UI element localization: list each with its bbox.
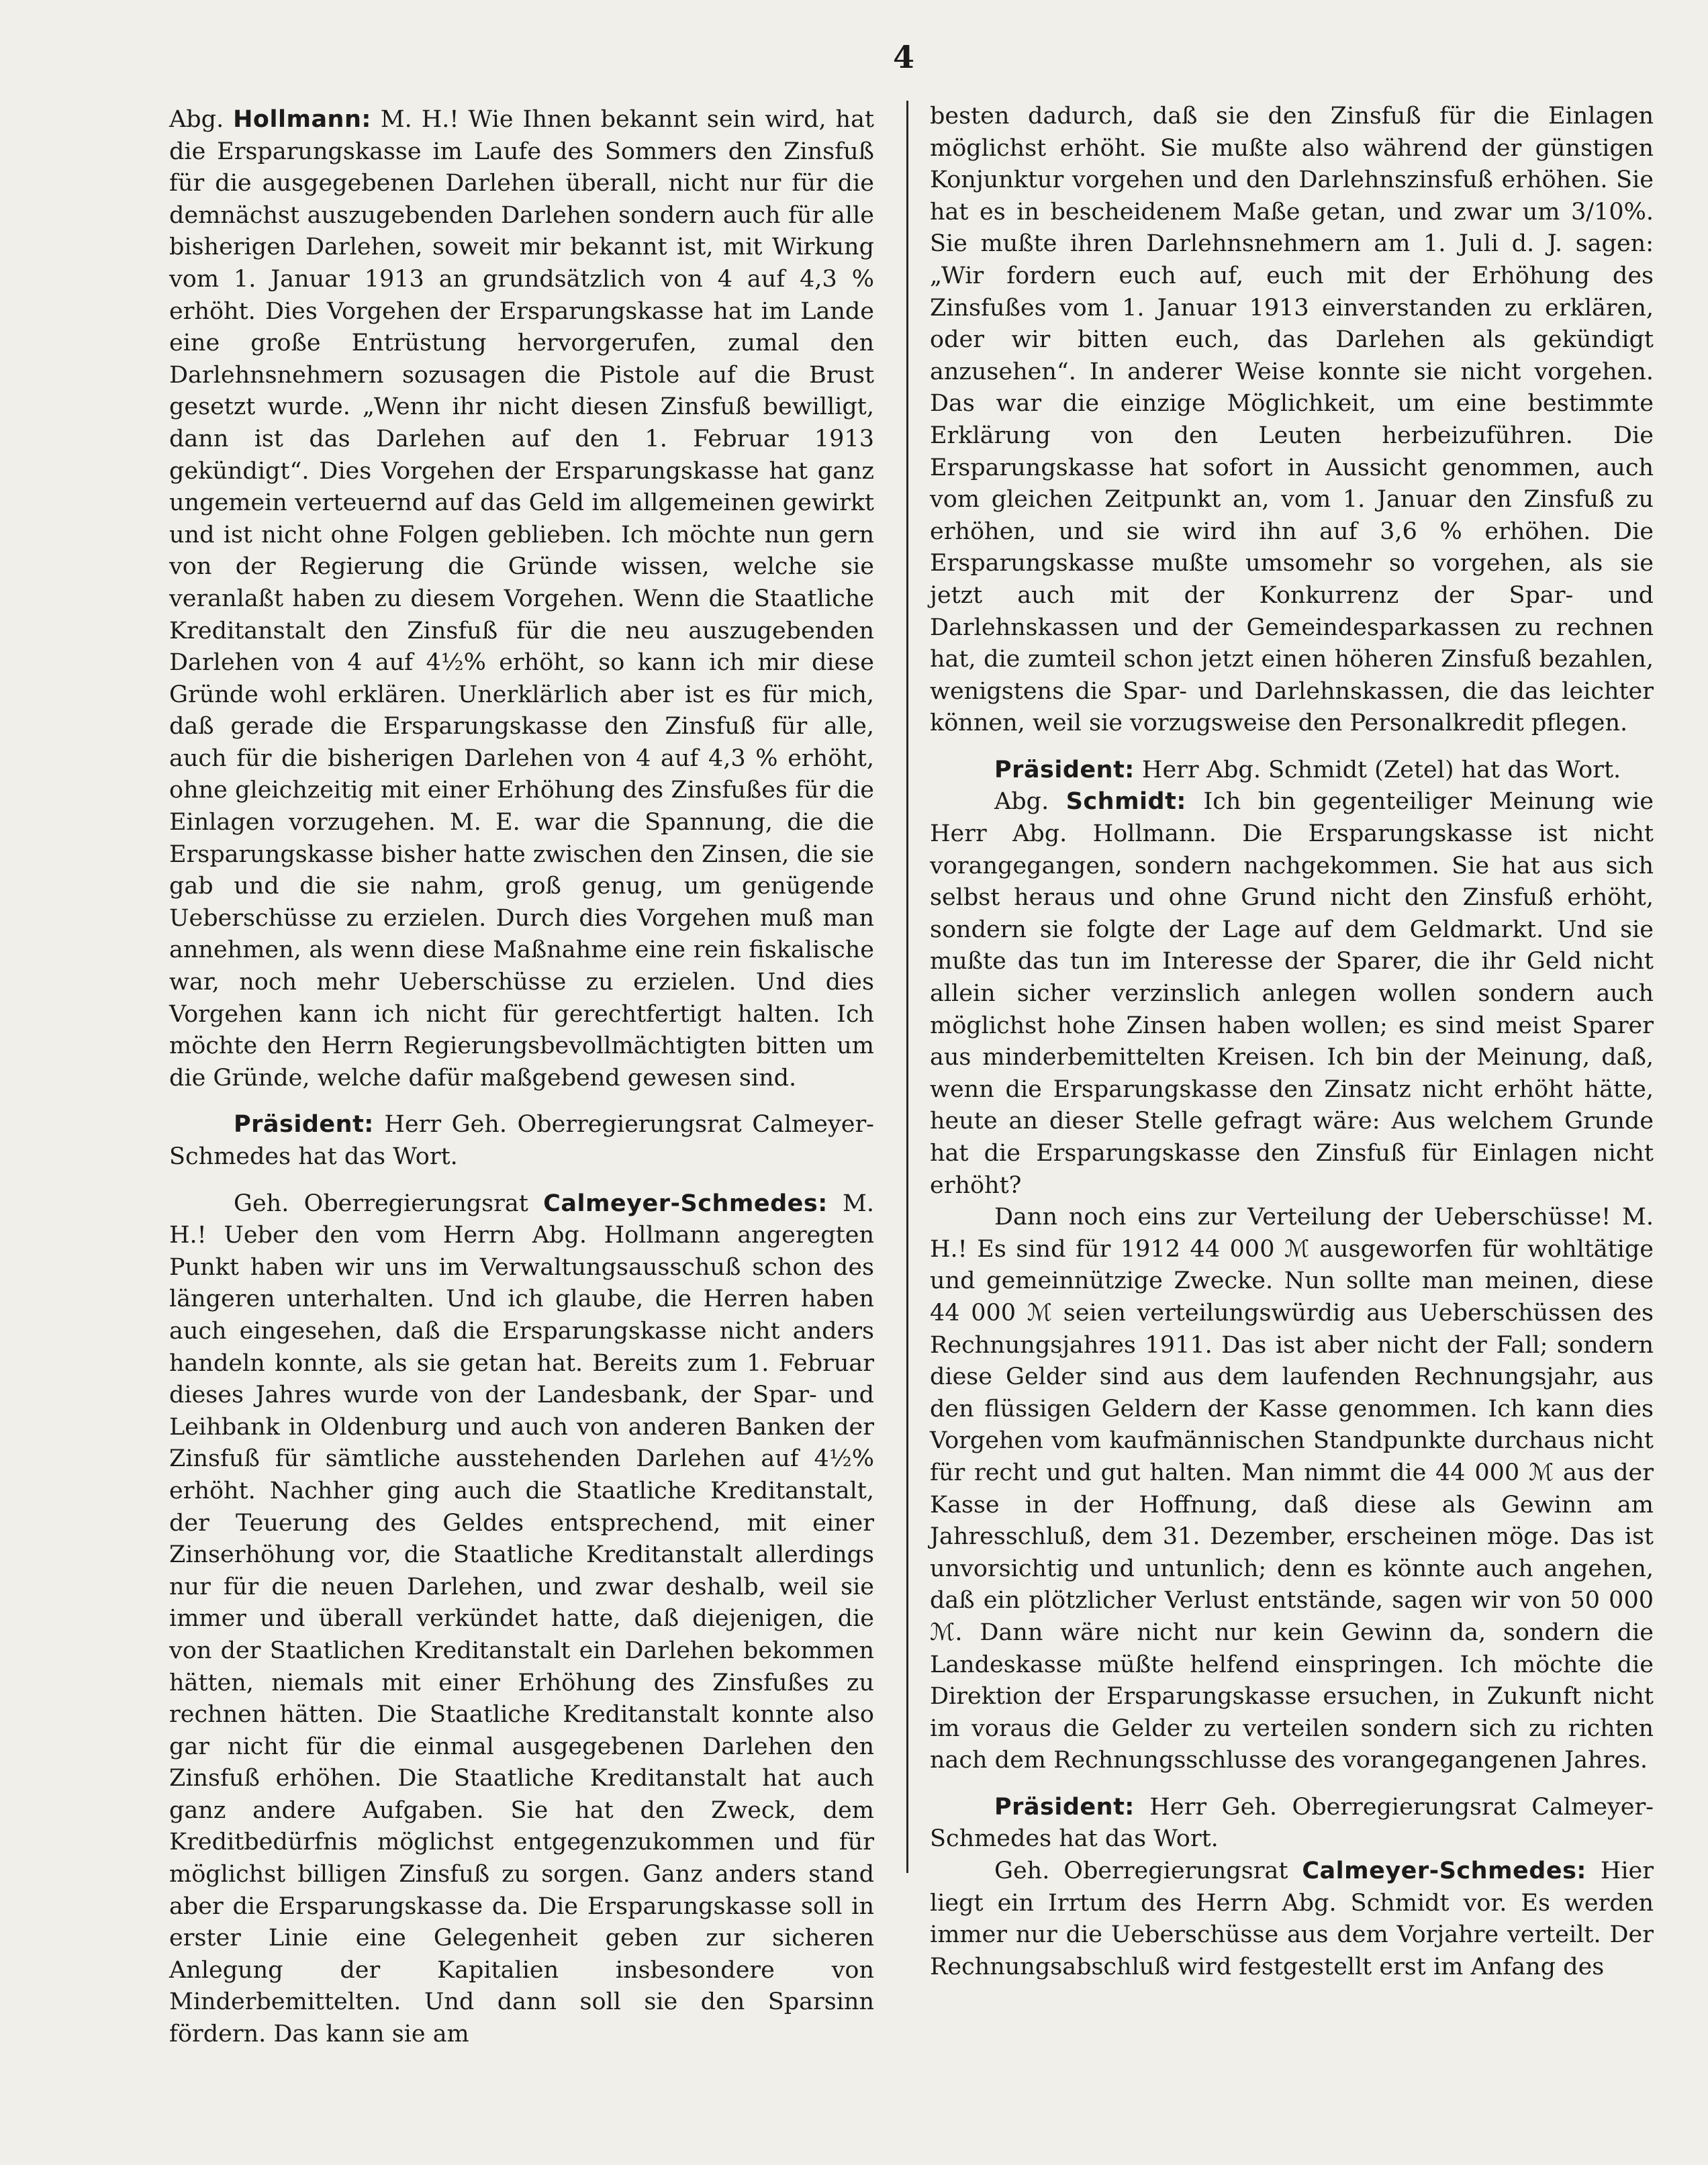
right-column bbox=[930, 101, 1654, 1983]
paragraph-text: Hier liegt ein Irrtum des Herrn Abg. Schmidt vor. Es werden immer nur die Ueberschüsse aus dem Vorjahre verteilt. Der Rechnungsabschluß wird festgestellt erst im Anfang des bbox=[930, 1858, 1654, 1980]
speaker-name: Calmeyer-Schmedes: bbox=[1302, 1858, 1586, 1885]
paragraph-text: Herr Abg. Schmidt (Zetel) hat das Wort. bbox=[1134, 756, 1621, 783]
speaker-name: Calmeyer-Schmedes: bbox=[543, 1190, 828, 1217]
speaker-prefix: Abg. bbox=[994, 788, 1066, 816]
paragraph-text: Dann noch eins zur Verteilung der Ueberschüsse! M. H.! Es sind für 1912 44 000 ℳ ausgeworfen für wohltätige und gemeinnützige Zwecke. Nun sollte man meinen, diese 44 000 ℳ seien verteilungswürdig aus Ueberschüssen des Rechnungsjahres 1911. Das ist aber nicht der Fall; sondern diese Gelder sind aus dem laufenden Rechnungsjahr, aus den flüssigen Geldern der Kasse genommen. Ich kann dies Vorgehen vom kaufmännischen Standpunkte durchaus nicht für recht und gut halten. Man nimmt die 44 000 ℳ aus der Kasse in der Hoffnung, daß diese als Gewinn am Jahresschluß, dem 31. Dezember, erscheinen möge. Das ist unvorsichtig und untunlich; denn es könnte auch angehen, daß ein plötzlicher Verlust entstände, sagen wir von 50 000 ℳ. Dann wäre nicht nur kein Gewinn da, sondern die Landeskasse müßte helfend einspringen. Ich möchte die Direktion der Ersparungskasse ersuchen, in Zukunft nicht im voraus die Gelder zu verteilen sondern sich zu richten nach dem Rechnungsschlusse des vorangegangenen Jahres. bbox=[930, 1204, 1654, 1774]
speaker-name: Präsident: bbox=[234, 1111, 374, 1139]
speaker-name: Präsident: bbox=[994, 1793, 1135, 1821]
paragraph-hollmann bbox=[169, 104, 874, 1094]
paragraph-continuation bbox=[930, 101, 1654, 740]
speaker-name: Präsident: bbox=[994, 756, 1135, 783]
speaker-prefix: Abg. bbox=[169, 106, 234, 133]
paragraph-calmeyer-1 bbox=[169, 1188, 874, 2051]
speaker-prefix: Geh. Oberregierungsrat bbox=[994, 1858, 1302, 1885]
paragraph-schmidt-cont bbox=[930, 1202, 1654, 1777]
speaker-name: Schmidt: bbox=[1065, 788, 1186, 816]
paragraph-text: M. H.! Wie Ihnen bekannt sein wird, hat die Ersparungskasse im Laufe des Sommers den Zinsfuß für die ausgegebenen Darlehen überall, nicht nur für die demnächst auszugebenden Darlehen sondern auch für alle bisherigen Darlehen, soweit mir bekannt ist, mit Wirkung vom 1. Januar 1913 an grundsätzlich von 4 auf 4,3 % erhöht. Dies Vorgehen der Ersparungskasse hat im Lande eine große Entrüstung hervorgerufen, zumal den Darlehnsnehmern sozusagen die Pistole auf die Brust gesetzt wurde. „Wenn ihr nicht diesen Zinsfuß bewilligt, dann ist das Darlehen auf den 1. Februar 1913 gekündigt“. Dies Vorgehen der Ersparungskasse hat ganz ungemein verteuernd auf das Geld im allgemeinen gewirkt und ist nicht ohne Folgen geblieben. Ich möchte nun gern von der Regierung die Gründe wissen, welche sie veranlaßt haben zu diesem Vorgehen. Wenn die Staatliche Kreditanstalt den Zinsfuß für die neu auszugebenden Darlehen von 4 auf 4½% erhöht, so kann ich mir diese Gründe wohl erklären. Unerklärlich aber ist es für mich, daß gerade die Ersparungskasse den Zinsfuß für alle, auch für die bisherigen Darlehen von 4 auf 4,3 % erhöht, ohne gleichzeitig mit einer Erhöhung des Zinsfußes für die Einlagen vorzugehen. M. E. war die Spannung, die die Ersparungskasse bisher hatte zwischen den Zinsen, die sie gab und die sie nahm, groß genug, um genügende Ueberschüsse zu erzielen. Durch dies Vorgehen muß man annehmen, als wenn diese Maßnahme eine rein fiskalische war, noch mehr Ueberschüsse zu erzielen. Und dies Vorgehen kann ich nicht für gerechtfertigt halten. Ich möchte den Herrn Regierungsbevollmächtigten bitten um die Gründe, welche dafür maßgebend gewesen sind. bbox=[169, 106, 874, 1092]
paragraph-text: Herr Geh. Oberregierungsrat Calmeyer-Schmedes hat das Wort. bbox=[930, 1793, 1654, 1853]
left-column bbox=[169, 104, 874, 2051]
paragraph-calmeyer-2 bbox=[930, 1856, 1654, 1983]
speaker-name: Hollmann: bbox=[233, 106, 371, 133]
paragraph-text: Ich bin gegenteiliger Meinung wie Herr Abg. Hollmann. Die Ersparungskasse ist nicht vorangegangen, sondern nachgekommen. Sie hat aus sich selbst heraus und ohne Grund nicht den Zinsfuß erhöht, sondern sie folgte der Lage auf dem Geldmarkt. Und sie mußte das tun im Interesse der Sparer, die ihr Geld nicht allein sicher verzinslich anlegen wollen sondern auch möglichst hohe Zinsen haben wollen; es sind meist Sparer aus minderbemittelten Kreisen. Ich bin der Meinung, daß, wenn die Ersparungskasse den Zinsatz nicht erhöht hätte, heute an dieser Stelle gefragt wäre: Aus welchem Grunde hat die Ersparungskasse den Zinsfuß für Einlagen nicht erhöht? bbox=[930, 788, 1654, 1199]
paragraph-text: Herr Geh. Oberregierungsrat Calmeyer-Schmedes hat das Wort. bbox=[169, 1111, 874, 1170]
paragraph-text: besten dadurch, daß sie den Zinsfuß für die Einlagen möglichst erhöht. Sie mußte also während der günstigen Konjunktur vorgehen und den Darlehnszinsfuß erhöhen. Sie hat es in bescheidenem Maße getan, und zwar um 3/10%. Sie mußte ihren Darlehnsnehmern am 1. Juli d. J. sagen: „Wir fordern euch auf, euch mit der Erhöhung des Zinsfußes vom 1. Januar 1913 einverstanden zu erklären, oder wir bitten euch, das Darlehen als gekündigt anzusehen“. In anderer Weise konnte sie nicht vorgehen. Das war die einzige Möglichkeit, um eine bestimmte Erklärung von den Leuten herbeizuführen. Die Ersparungskasse hat sofort in Aussicht genommen, auch vom gleichen Zeitpunkt an, vom 1. Januar den Zinsfuß zu erhöhen, und sie wird ihn auf 3,6 % erhöhen. Die Ersparungskasse mußte umsomehr so vorgehen, als sie jetzt auch mit der Konkurrenz der Spar- und Darlehnskassen und der Gemeindesparkassen zu rechnen hat, die zumteil schon jetzt einen höheren Zinsfuß bezahlen, wenigstens die Spar- und Darlehnskassen, die das leichter können, weil sie vorzugsweise den Personalkredit pflegen. bbox=[930, 103, 1654, 737]
speaker-prefix: Geh. Oberregierungsrat bbox=[234, 1190, 544, 1217]
paragraph-schmidt bbox=[930, 786, 1654, 1202]
column-divider bbox=[906, 101, 908, 1873]
paragraph-president-1 bbox=[169, 1109, 874, 1173]
paragraph-president-2 bbox=[930, 755, 1654, 787]
paragraph-text: M. H.! Ueber den vom Herrn Abg. Hollmann angeregten Punkt haben wir uns im Verwaltungsausschuß schon des längeren unterhalten. Und ich glaube, die Herren haben auch eingesehen, daß die Ersparungskasse nicht anders handeln konnte, als sie getan hat. Bereits zum 1. Februar dieses Jahres wurde von der Landesbank, der Spar- und Leihbank in Oldenburg und auch von anderen Banken der Zinsfuß für sämtliche ausstehenden Darlehen auf 4½% erhöht. Nachher ging auch die Staatliche Kreditanstalt, der Teuerung des Geldes entsprechend, mit einer Zinserhöhung vor, die Staatliche Kreditanstalt allerdings nur für die neuen Darlehen, und zwar deshalb, weil sie immer und überall verkündet hatte, daß diejenigen, die von der Staatlichen Kreditanstalt ein Darlehen bekommen hätten, niemals mit einer Erhöhung des Zinsfußes zu rechnen hätten. Die Staatliche Kreditanstalt konnte also gar nicht für die einmal ausgegebenen Darlehen den Zinsfuß erhöhen. Die Staatliche Kreditanstalt hat auch ganz andere Aufgaben. Sie hat den Zweck, dem Kreditbedürfnis möglichst entgegenzukommen und für möglichst billigen Zinsfuß zu sorgen. Ganz anders stand aber die Ersparungskasse da. Die Ersparungskasse soll in erster Linie eine Gelegenheit geben zur sicheren Anlegung der Kapitalien insbesondere von Minderbemittelten. Und dann soll sie den Sparsinn fördern. Das kann sie am bbox=[169, 1190, 874, 2048]
paragraph-president-3 bbox=[930, 1792, 1654, 1856]
page-number: 4 bbox=[893, 39, 915, 75]
